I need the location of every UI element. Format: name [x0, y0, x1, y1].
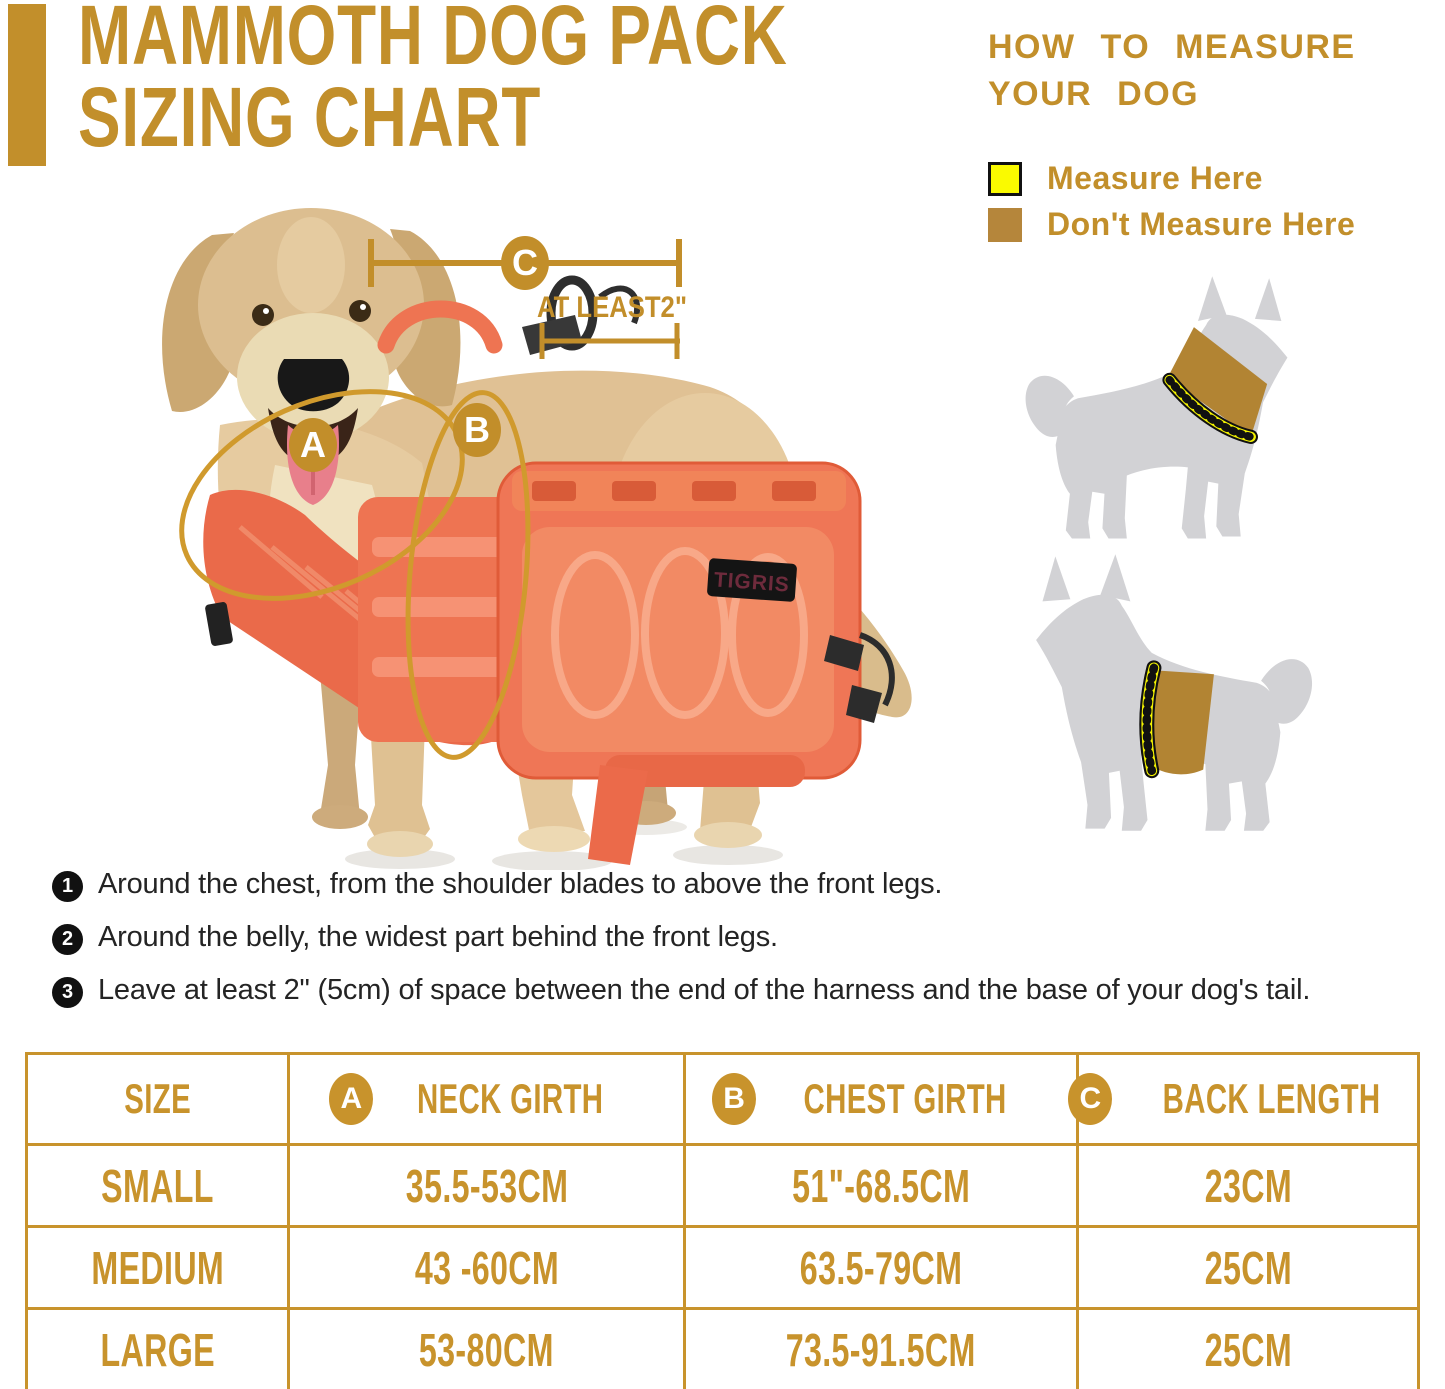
marker-a-label: A [300, 424, 326, 465]
marker-c-label: C [512, 242, 538, 283]
instruction-1 [52, 868, 942, 902]
medium-back-value: 25CM [1204, 1241, 1292, 1294]
page-title-line2: SIZING CHART [78, 70, 542, 164]
small-label: SMALL [101, 1159, 214, 1212]
small-chest-value: 51"-68.5CM [792, 1159, 971, 1212]
medium-label: MEDIUM [90, 1241, 224, 1294]
large-chest-cell [685, 1309, 1078, 1389]
large-back-cell [1077, 1309, 1418, 1389]
marker-b-label: B [464, 409, 490, 450]
table-header-row [27, 1054, 1419, 1145]
neck-measure-silhouette [1015, 272, 1320, 557]
badge-a: A [329, 1073, 373, 1125]
small-back-value: 23CM [1204, 1159, 1292, 1212]
header-back-label: BACK LENGTH [1163, 1075, 1381, 1122]
medium-chest-value: 63.5-79CM [799, 1241, 963, 1294]
at-least-label: AT LEAST2" [537, 291, 687, 324]
header-neck-label: NECK GIRTH [417, 1075, 604, 1122]
medium-back-cell [1077, 1227, 1418, 1309]
how-to-measure-heading [988, 24, 1356, 118]
sizing-table [25, 1052, 1420, 1389]
medium-neck-value: 43 -60CM [414, 1241, 559, 1294]
title-accent-bar [8, 4, 46, 166]
measure-here-swatch [988, 162, 1022, 196]
instruction-1-number: 1 [52, 871, 83, 902]
instruction-2-number: 2 [52, 924, 83, 955]
large-neck-value: 53-80CM [419, 1323, 554, 1376]
belly-strap [588, 765, 648, 865]
instruction-3-text: Leave at least 2" (5cm) of space between the end of the harness and the base of your dog's tail. [98, 974, 1311, 1006]
instruction-3-number: 3 [52, 977, 83, 1008]
large-back-value: 25CM [1204, 1323, 1292, 1376]
table-row-large [27, 1309, 1419, 1389]
instruction-1-text: Around the chest, from the shoulder blades to above the front legs. [98, 868, 943, 900]
small-back-cell [1077, 1145, 1418, 1227]
medium-size-cell [27, 1227, 289, 1309]
badge-b: B [712, 1073, 756, 1125]
header-neck-girth [288, 1054, 685, 1145]
badge-c: C [1068, 1073, 1112, 1125]
table-row-medium [27, 1227, 1419, 1309]
annotated-dog-photo [60, 165, 960, 870]
medium-neck-cell [288, 1227, 685, 1309]
large-label: LARGE [100, 1323, 215, 1376]
page-title [78, 0, 788, 164]
small-size-cell [27, 1145, 289, 1227]
header-back-length [1077, 1054, 1418, 1145]
legend-item-measure [988, 160, 1263, 197]
dog-left-eye [252, 304, 274, 326]
large-chest-value: 73.5-91.5CM [786, 1323, 977, 1376]
dont-measure-here-label: Don't Measure Here [1047, 206, 1356, 242]
how-to-measure-line2: YOUR DOG [988, 75, 1200, 113]
page-title-line1: MAMMOTH DOG PACK [78, 0, 788, 82]
dog-right-eye [349, 300, 371, 322]
instruction-3 [52, 974, 1310, 1008]
measure-here-label: Measure Here [1047, 160, 1263, 196]
header-size [27, 1054, 289, 1145]
header-chest-girth [685, 1054, 1078, 1145]
legend-item-dont-measure [988, 206, 1355, 243]
medium-chest-cell [685, 1227, 1078, 1309]
instruction-2 [52, 921, 778, 955]
small-neck-cell [288, 1145, 685, 1227]
table-row-small [27, 1145, 1419, 1227]
measure-tape-belly [1147, 668, 1154, 771]
small-chest-cell [685, 1145, 1078, 1227]
brand-patch-label: TIGRIS [713, 568, 791, 597]
belly-measure-silhouette [995, 550, 1330, 850]
small-neck-value: 35.5-53CM [405, 1159, 568, 1212]
large-size-cell [27, 1309, 289, 1389]
large-neck-cell [288, 1309, 685, 1389]
brand-patch [707, 558, 797, 602]
header-chest-label: CHEST GIRTH [803, 1075, 1007, 1122]
dont-measure-here-swatch [988, 208, 1022, 242]
instruction-2-text: Around the belly, the widest part behind the front legs. [98, 921, 778, 953]
header-size-label: SIZE [123, 1075, 191, 1122]
how-to-measure-line1: HOW TO MEASURE [988, 28, 1356, 66]
dont-measure-belly-band [1150, 670, 1214, 774]
